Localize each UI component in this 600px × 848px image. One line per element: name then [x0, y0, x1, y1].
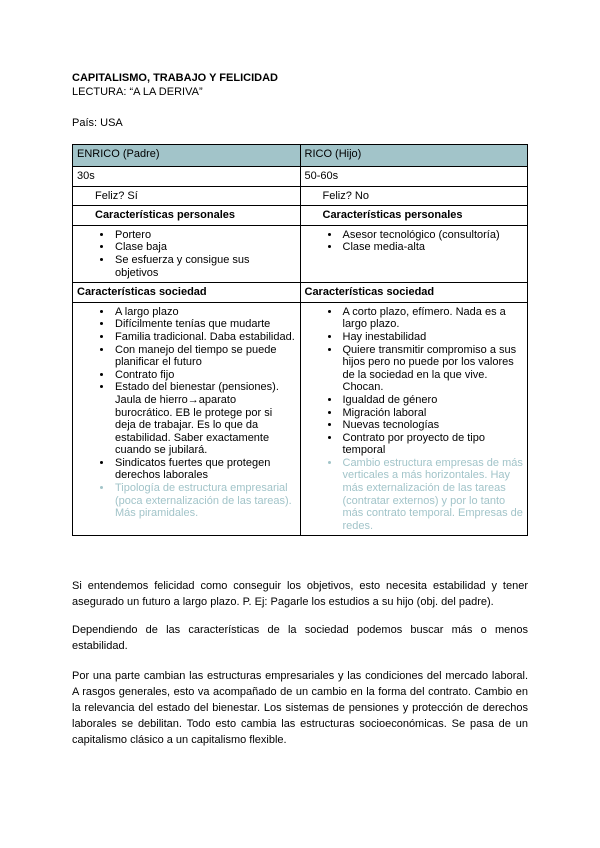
era-father: 30s	[73, 167, 301, 187]
happy-father: Feliz? Sí	[73, 186, 301, 206]
personal-heading-row	[73, 206, 528, 226]
list-item: • A largo plazo	[113, 306, 296, 319]
reading-subtitle: LECTURA: “A LA DERIVA”	[72, 86, 203, 98]
personal-list-father	[77, 229, 296, 279]
list-item: • Nuevas tecnologías	[341, 419, 524, 432]
list-item: • Difícilmente tenías que mudarte	[113, 318, 296, 331]
list-item: • Cambio estructura empresas de más verticales a más horizontales. Hay más externalización de las tareas (contratar externos) y por lo tanto más contrato temporal. Empresas de redes.	[341, 457, 524, 533]
list-item: • Clase baja	[113, 241, 296, 254]
list-item: • Portero	[113, 229, 296, 242]
list-item: • Contrato fijo	[113, 369, 296, 382]
society-heading-father: Características sociedad	[77, 286, 207, 299]
personal-heading-son: Características personales	[322, 209, 463, 222]
document-title: CAPITALISMO, TRABAJO Y FELICIDAD	[72, 72, 278, 84]
list-item: • Hay inestabilidad	[341, 331, 524, 344]
list-item: • Familia tradicional. Daba estabilidad.	[113, 331, 296, 344]
header-son: RICO (Hijo)	[300, 145, 528, 167]
list-item: • Estado del bienestar (pensiones). Jaula de hierro→aparato burocrático. EB le protege por si deja de trabajar. Es lo que da estabilidad. Saber exactamente cuando se jubilará.	[113, 381, 296, 457]
era-son: 50-60s	[300, 167, 528, 187]
personal-list-row	[73, 225, 528, 282]
personal-heading-father: Características personales	[95, 209, 236, 222]
list-item: • Quiere transmitir compromiso a sus hijos pero no puede por los valores de la sociedad en la que vive. Chocan.	[341, 344, 524, 394]
table-header-row	[73, 145, 528, 167]
personal-list-son	[305, 229, 524, 254]
society-heading-row	[73, 283, 528, 303]
comparison-table	[72, 144, 528, 536]
paragraph-1: Si entendemos felicidad como conseguir los objetivos, esto necesita estabilidad y tener asegurado un futuro a largo plazo. P. Ej: Pagarle los estudios a su hijo (obj. del padre).	[72, 580, 528, 608]
list-item: • A corto plazo, efímero. Nada es a largo plazo.	[341, 306, 524, 331]
list-item: • Igualdad de género	[341, 394, 524, 407]
paragraph-2: Dependiendo de las características de la sociedad podemos buscar más o menos estabilidad.	[72, 624, 528, 652]
country-label: País: USA	[72, 117, 123, 129]
list-item: • Tipología de estructura empresarial (poca externalización de las tareas). Más piramidales.	[113, 482, 296, 520]
list-item: • Migración laboral	[341, 407, 524, 420]
happy-son: Feliz? No	[300, 186, 528, 206]
header-father: ENRICO (Padre)	[73, 145, 301, 167]
society-list-row	[73, 302, 528, 536]
list-item: • Sindicatos fuertes que protegen derechos laborales	[113, 457, 296, 482]
list-item: • Asesor tecnológico (consultoría)	[341, 229, 524, 242]
list-item: • Contrato por proyecto de tipo temporal	[341, 432, 524, 457]
happy-row	[73, 186, 528, 206]
society-list-father	[77, 306, 296, 520]
list-item: • Se esfuerza y consigue sus objetivos	[113, 254, 296, 279]
list-item: • Con manejo del tiempo se puede planificar el futuro	[113, 344, 296, 369]
society-list-son	[305, 306, 524, 533]
list-item: • Clase media-alta	[341, 241, 524, 254]
paragraph-3: Por una parte cambian las estructuras empresariales y las condiciones del mercado laboral. A rasgos generales, esto va acompañado de un cambio en la forma del contrato. Cambio en la relevancia del estado del bienestar. Los sistemas de pensiones y protección de derechos laborales se debilitan. Todo esto cambia las estructuras socioeconómicas. Se pasa de un capitalismo clásico a un capitalismo flexible.	[72, 670, 528, 746]
society-heading-son: Características sociedad	[304, 286, 435, 299]
era-row	[73, 167, 528, 187]
